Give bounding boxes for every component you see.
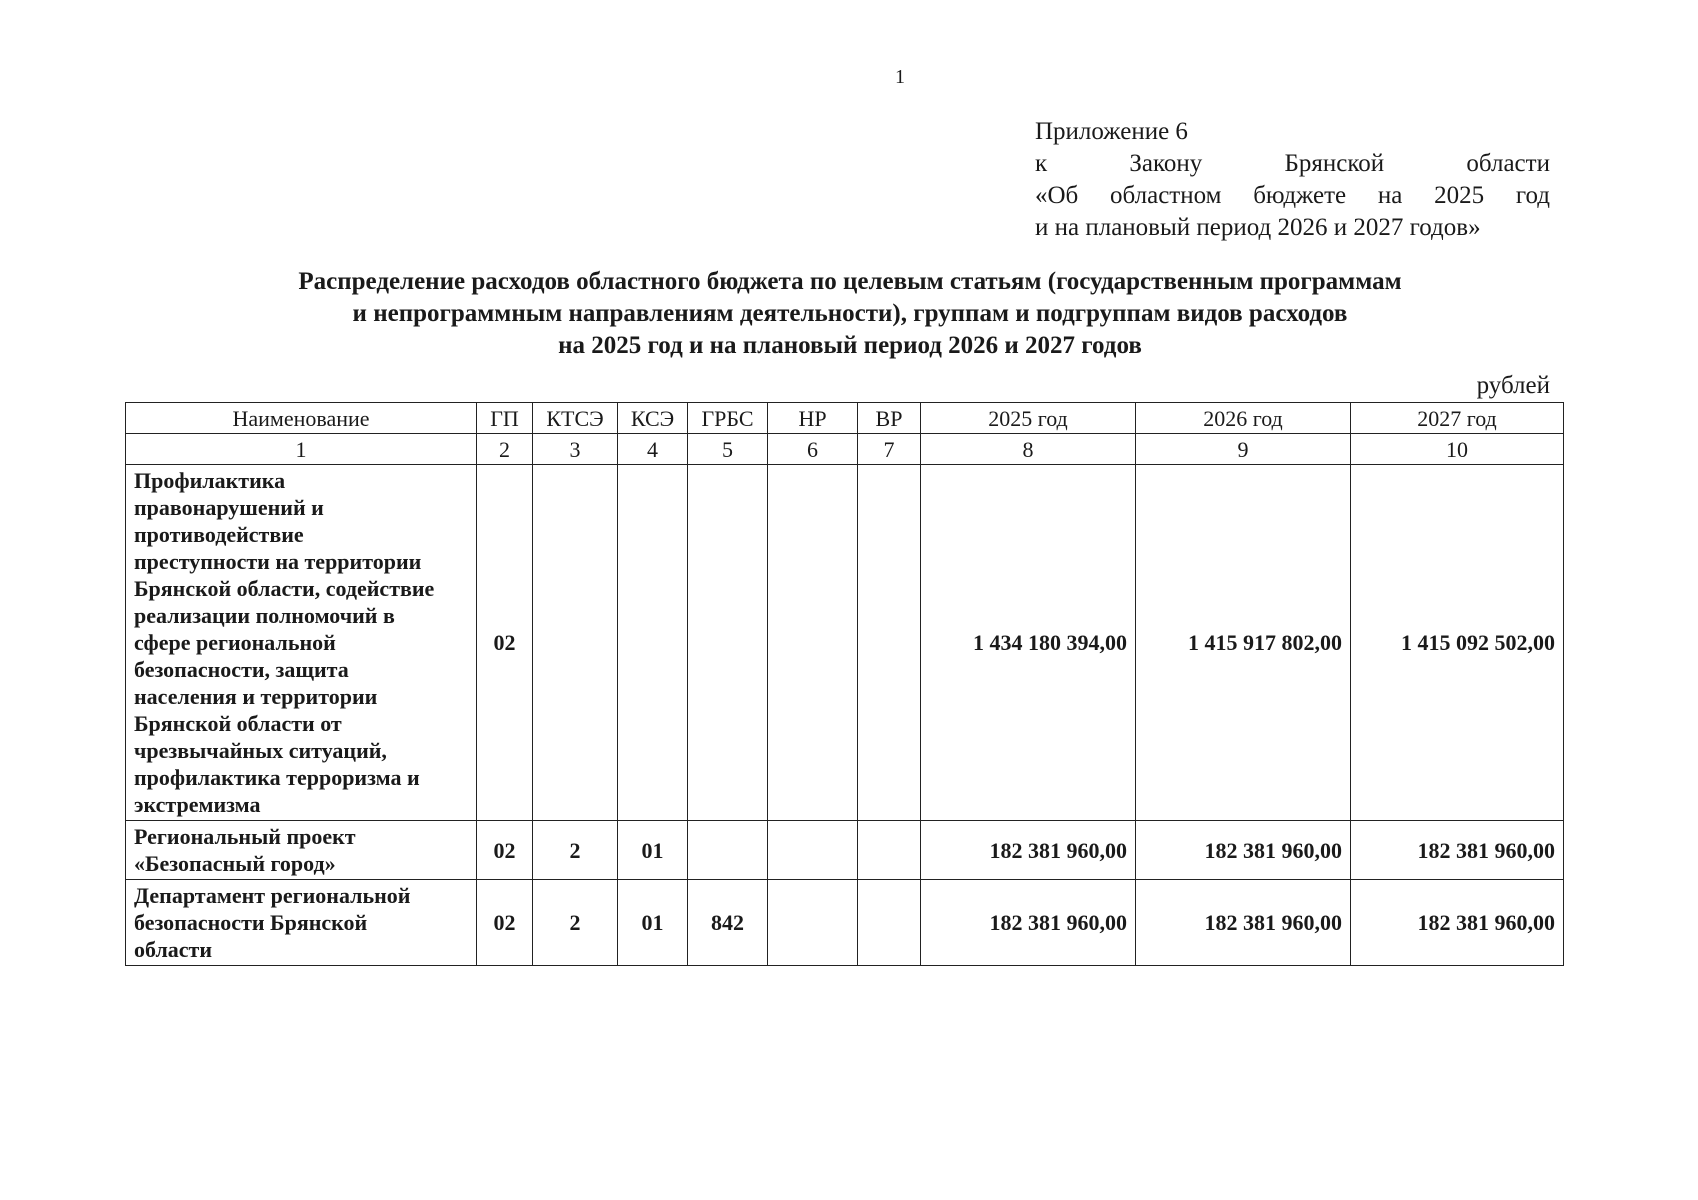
appendix-line-4: и на плановый период 2026 и 2027 годов» bbox=[1035, 214, 1481, 241]
cell-grbs: 842 bbox=[688, 880, 768, 966]
cell-ktse: 2 bbox=[533, 821, 618, 880]
cell-gp: 02 bbox=[477, 880, 533, 966]
cell-kse bbox=[618, 465, 688, 821]
column-number-row bbox=[126, 434, 1564, 465]
column-number: 7 bbox=[858, 434, 921, 465]
cell-2027: 182 381 960,00 bbox=[1351, 821, 1564, 880]
header-name: Наименование bbox=[126, 403, 477, 434]
appendix-block bbox=[1035, 116, 1550, 244]
name-line: Брянской области, содействие bbox=[134, 576, 435, 601]
table-row bbox=[126, 880, 1564, 966]
name-line: Региональный проект bbox=[134, 824, 356, 849]
cell-vr bbox=[858, 880, 921, 966]
name-line: сфере региональной bbox=[134, 630, 336, 655]
name-line: профилактика терроризма и bbox=[134, 765, 420, 790]
header-grbs: ГРБС bbox=[688, 403, 768, 434]
cell-nr bbox=[768, 880, 858, 966]
units-label: рублей bbox=[1476, 372, 1550, 399]
column-number: 8 bbox=[921, 434, 1136, 465]
cell-gp: 02 bbox=[477, 465, 533, 821]
appendix-word: 2025 bbox=[1434, 182, 1485, 209]
cell-2025: 182 381 960,00 bbox=[921, 880, 1136, 966]
name-line: экстремизма bbox=[134, 792, 261, 817]
column-number: 1 bbox=[126, 434, 477, 465]
cell-2025: 182 381 960,00 bbox=[921, 821, 1136, 880]
cell-2027: 182 381 960,00 bbox=[1351, 880, 1564, 966]
name-line: правонарушений и bbox=[134, 495, 324, 520]
column-number: 10 bbox=[1351, 434, 1564, 465]
column-number: 3 bbox=[533, 434, 618, 465]
document-title bbox=[150, 266, 1550, 362]
title-line-3: на 2025 год и на плановый период 2026 и 2027 годов bbox=[558, 332, 1142, 359]
appendix-word: на bbox=[1377, 182, 1403, 209]
cell-grbs bbox=[688, 821, 768, 880]
name-line: преступности на территории bbox=[134, 549, 422, 574]
header-2027: 2027 год bbox=[1351, 403, 1564, 434]
cell-name bbox=[126, 465, 477, 821]
cell-2026: 182 381 960,00 bbox=[1136, 880, 1351, 966]
header-kse: КСЭ bbox=[618, 403, 688, 434]
header-vr: ВР bbox=[858, 403, 921, 434]
cell-name bbox=[126, 880, 477, 966]
cell-2027: 1 415 092 502,00 bbox=[1351, 465, 1564, 821]
header-2026: 2026 год bbox=[1136, 403, 1351, 434]
cell-ktse: 2 bbox=[533, 880, 618, 966]
cell-kse: 01 bbox=[618, 880, 688, 966]
name-line: реализации полномочий в bbox=[134, 603, 395, 628]
title-line-2: и непрограммным направлениям деятельности), группам и подгруппам видов расходов bbox=[352, 300, 1348, 327]
name-line: Департамент региональной bbox=[134, 883, 411, 908]
table-row bbox=[126, 465, 1564, 821]
appendix-word: бюджете bbox=[1253, 182, 1347, 209]
cell-gp: 02 bbox=[477, 821, 533, 880]
cell-kse: 01 bbox=[618, 821, 688, 880]
name-line: противодействие bbox=[134, 522, 304, 547]
appendix-word: Брянской bbox=[1284, 150, 1385, 177]
cell-vr bbox=[858, 465, 921, 821]
name-line: населения и территории bbox=[134, 684, 378, 709]
appendix-word: областном bbox=[1110, 182, 1222, 209]
cell-nr bbox=[768, 821, 858, 880]
cell-vr bbox=[858, 821, 921, 880]
column-number: 2 bbox=[477, 434, 533, 465]
appendix-line-3 bbox=[1035, 180, 1550, 212]
name-line: «Безопасный город» bbox=[134, 851, 336, 876]
cell-name bbox=[126, 821, 477, 880]
name-line: Брянской области от bbox=[134, 711, 342, 736]
cell-2025: 1 434 180 394,00 bbox=[921, 465, 1136, 821]
name-line: безопасности, защита bbox=[134, 657, 349, 682]
name-line: области bbox=[134, 937, 213, 962]
budget-table bbox=[125, 402, 1564, 966]
cell-ktse bbox=[533, 465, 618, 821]
cell-2026: 182 381 960,00 bbox=[1136, 821, 1351, 880]
table-header-row bbox=[126, 403, 1564, 434]
name-line: Профилактика bbox=[134, 468, 286, 493]
header-gp: ГП bbox=[477, 403, 533, 434]
appendix-word: к bbox=[1035, 150, 1048, 177]
header-2025: 2025 год bbox=[921, 403, 1136, 434]
header-nr: НР bbox=[768, 403, 858, 434]
column-number: 4 bbox=[618, 434, 688, 465]
name-line: безопасности Брянской bbox=[134, 910, 368, 935]
appendix-word: области bbox=[1466, 150, 1550, 177]
table-row bbox=[126, 821, 1564, 880]
header-ktse: КТСЭ bbox=[533, 403, 618, 434]
column-number: 6 bbox=[768, 434, 858, 465]
appendix-line-1: Приложение 6 bbox=[1035, 118, 1188, 145]
name-line: чрезвычайных ситуаций, bbox=[134, 738, 387, 763]
title-line-1: Распределение расходов областного бюджета по целевым статьям (государственным программам bbox=[298, 268, 1402, 295]
cell-2026: 1 415 917 802,00 bbox=[1136, 465, 1351, 821]
cell-nr bbox=[768, 465, 858, 821]
column-number: 9 bbox=[1136, 434, 1351, 465]
appendix-word: год bbox=[1515, 182, 1550, 209]
cell-grbs bbox=[688, 465, 768, 821]
column-number: 5 bbox=[688, 434, 768, 465]
page-number: 1 bbox=[895, 66, 905, 88]
appendix-word: «Об bbox=[1035, 182, 1079, 209]
appendix-word: Закону bbox=[1129, 150, 1203, 177]
appendix-line-2 bbox=[1035, 148, 1550, 180]
